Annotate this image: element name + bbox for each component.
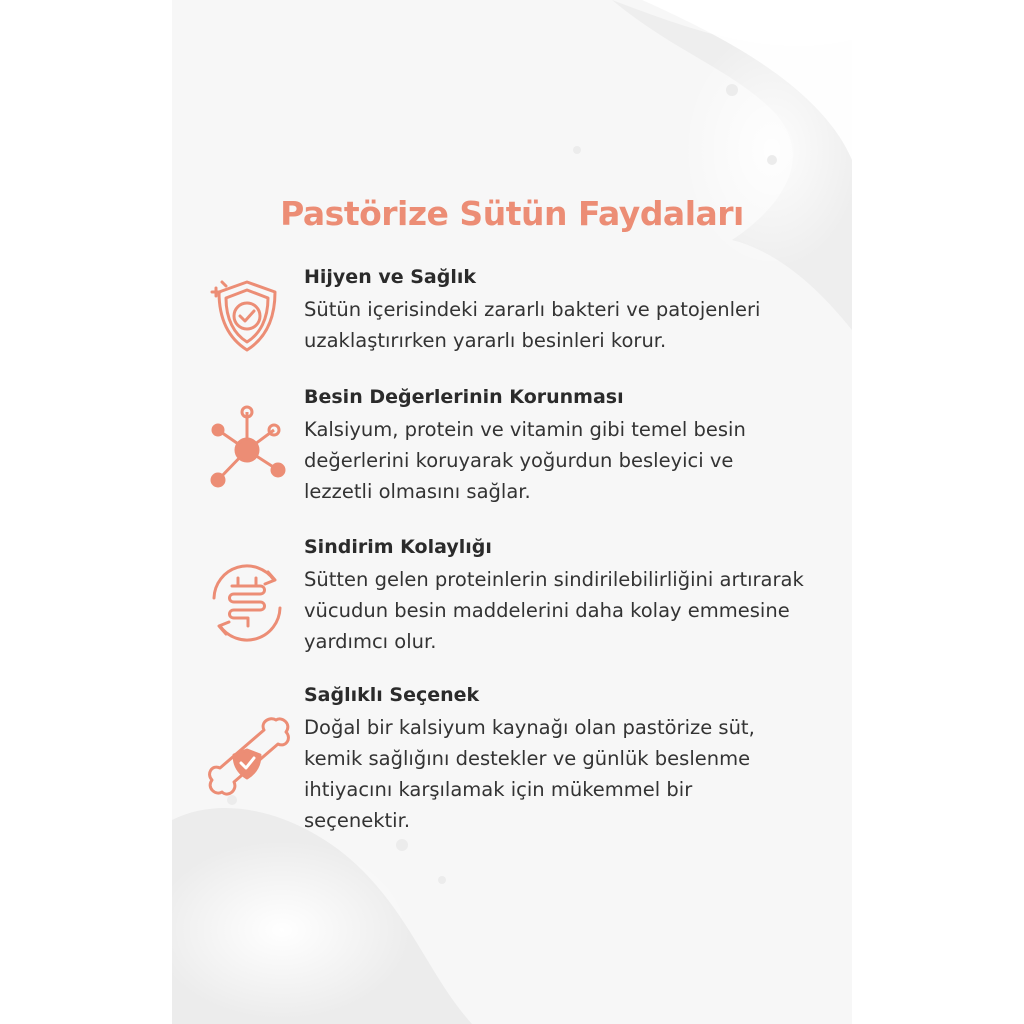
benefit-heading: Hijyen ve Sağlık (304, 266, 476, 288)
infographic-card (172, 0, 852, 1024)
bone-shield-icon (202, 712, 292, 802)
benefit-description: Sütün içerisindeki zararlı bakteri ve patojenleri uzaklaştırırken yararlı besinleri korur. (304, 298, 761, 352)
benefit-heading: Sağlıklı Seçenek (304, 684, 480, 706)
molecule-icon (202, 400, 292, 490)
benefit-description: Kalsiyum, protein ve vitamin gibi temel besin değerlerini koruyarak yoğurdun besleyici ve lezzetli olmasını sağlar. (304, 418, 746, 503)
benefit-heading: Sindirim Kolaylığı (304, 536, 492, 558)
page-title: Pastörize Sütün Faydaları (280, 194, 744, 233)
shield-check-icon (202, 270, 292, 360)
intestine-cycle-icon (202, 558, 292, 648)
benefit-description: Sütten gelen proteinlerin sindirilebilirliğini artırarak vücudun besin maddelerini daha kolay emmesine yardımcı olur. (304, 568, 804, 653)
milk-splash-background (172, 0, 852, 1024)
benefit-heading: Besin Değerlerinin Korunması (304, 386, 624, 408)
benefit-description: Doğal bir kalsiyum kaynağı olan pastörize süt, kemik sağlığını destekler ve günlük beslenme ihtiyacını karşılamak için mükemmel bir seçenektir. (304, 716, 755, 832)
